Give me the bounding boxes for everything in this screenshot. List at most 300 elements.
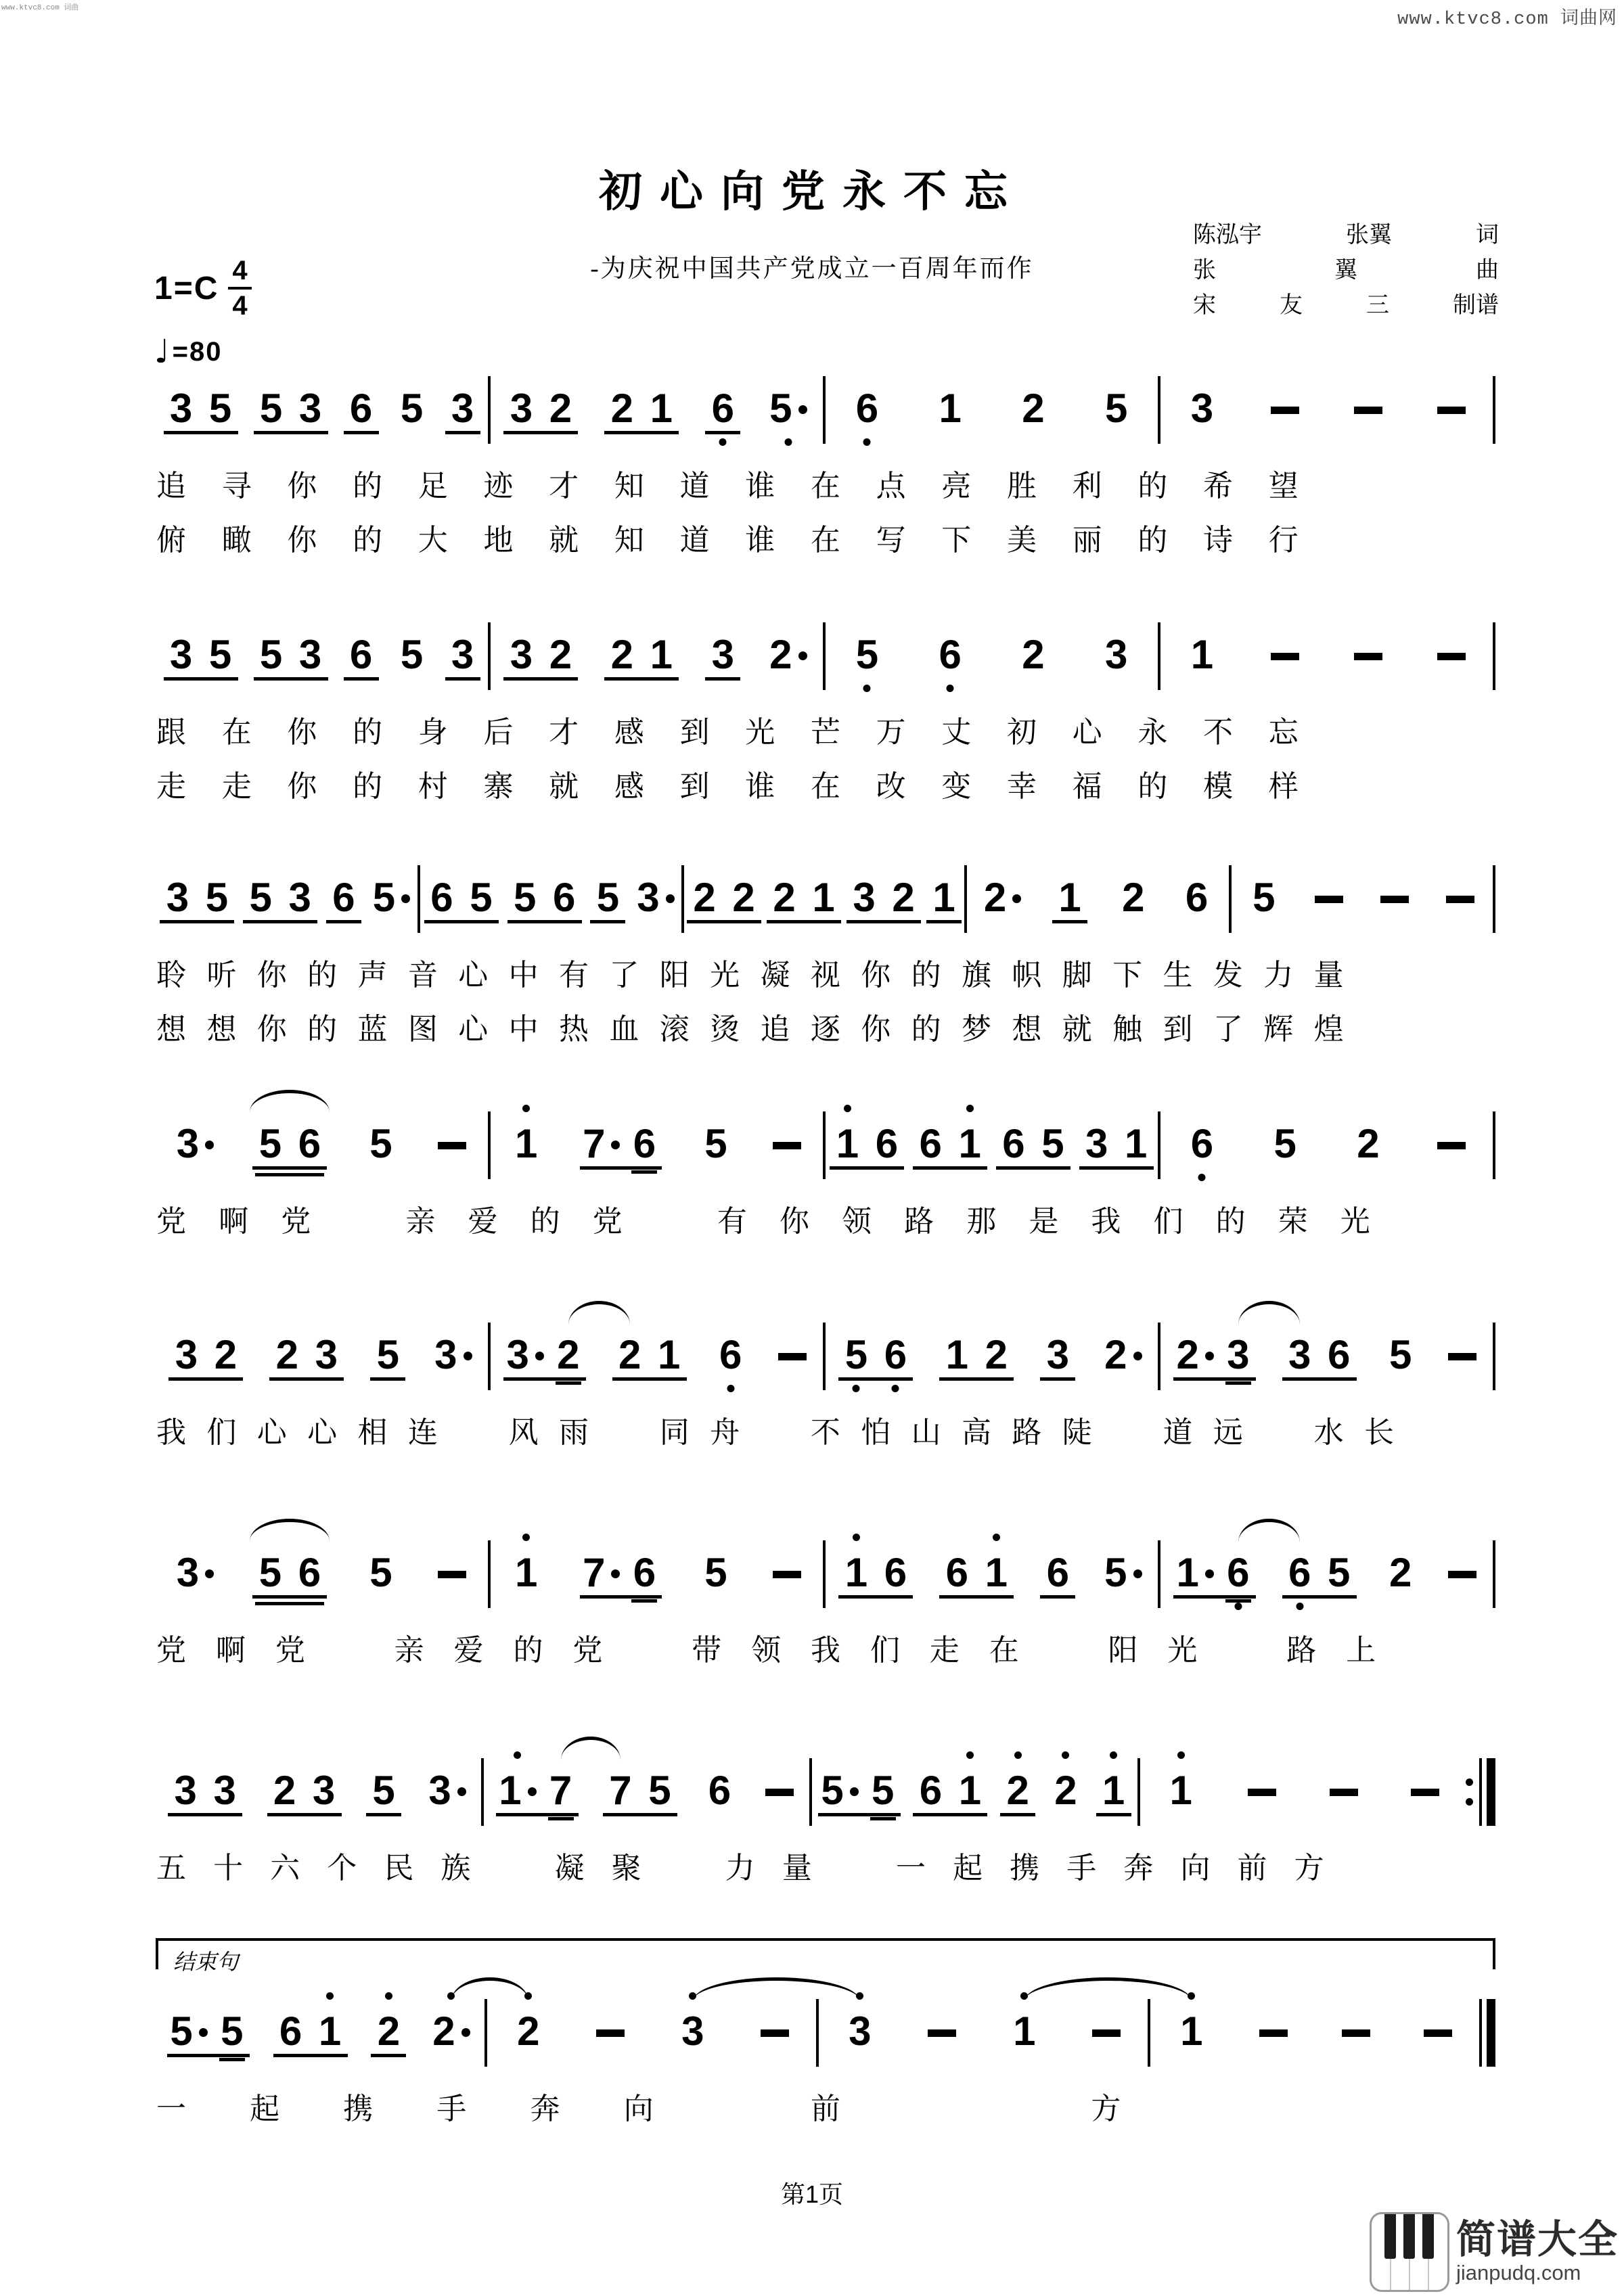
octave-dot-low-slot [942, 1594, 972, 1615]
note-number: 3 [213, 1768, 236, 1813]
syllable [1399, 768, 1430, 805]
note [955, 1101, 985, 1186]
syllable [1112, 1415, 1143, 1451]
dash-note [1447, 1530, 1477, 1615]
syllable: 了 [1213, 1013, 1243, 1046]
note-body [438, 1544, 466, 1594]
note-body [821, 1762, 858, 1812]
note [428, 1747, 466, 1833]
note-number: 6 [349, 386, 373, 431]
note-group [392, 612, 432, 697]
note [166, 365, 196, 451]
note-body [1054, 1762, 1077, 1812]
measure [491, 1530, 823, 1615]
syllable [1414, 1415, 1445, 1451]
octave-dot-low-slot [256, 430, 286, 451]
note [809, 854, 838, 940]
lyrics-row [156, 522, 1495, 559]
note-number: 3 [298, 632, 322, 677]
credit-row [1193, 253, 1499, 288]
syllable: 十 [213, 1852, 244, 1885]
note-body [279, 2003, 302, 2053]
dash-note [777, 1312, 807, 1397]
note [849, 854, 879, 940]
syllable [1226, 1632, 1257, 1669]
note-body [693, 869, 715, 919]
syllable: 民 [384, 1852, 414, 1885]
syllable: 荣 [1278, 1205, 1308, 1238]
syllable: 你 [287, 469, 317, 503]
note-body [1102, 1762, 1125, 1812]
note [716, 1312, 746, 1397]
octave-dot-low-slot [366, 1166, 396, 1186]
note-body [732, 869, 754, 919]
note-body [276, 1327, 298, 1377]
note-group [1374, 854, 1415, 940]
note-group [602, 612, 681, 697]
syllable: 是 [1029, 1205, 1059, 1238]
octave-dot-low-slot [678, 2053, 708, 2073]
syllable: 煌 [1313, 1013, 1344, 1046]
note [1270, 1101, 1300, 1186]
music-system [156, 854, 1495, 1048]
octave-dot-low-slot [1437, 430, 1466, 451]
syllable: 方 [1091, 2092, 1121, 2126]
note-body [959, 1762, 981, 1812]
syllable [1399, 522, 1430, 559]
note-body [681, 2003, 704, 2053]
note-number: 1 [844, 1550, 868, 1595]
note-body [1186, 869, 1208, 919]
octave-dot-low-slot [772, 1166, 802, 1186]
octave-dot-low-slot [981, 1377, 1011, 1397]
note-number: 7 [609, 1768, 632, 1813]
octave-dot-low-slot [868, 1812, 898, 1833]
octave-dot-low-slot [466, 919, 496, 940]
note-number: 6 [875, 1121, 899, 1166]
note-body [209, 626, 231, 676]
syllable: 奔 [530, 2092, 560, 2126]
dash-note [1410, 1747, 1440, 1833]
note-number: 2 [549, 386, 572, 431]
syllable: 想 [1012, 1013, 1042, 1046]
octave-dot-low-slot [506, 1377, 543, 1397]
syllable: 亲 [405, 1205, 436, 1238]
syllable: 携 [1010, 1852, 1040, 1885]
note-body [1330, 1762, 1358, 1812]
note-number: 6 [884, 1332, 907, 1377]
octave-dot-low-slot [1177, 2053, 1206, 2073]
octave-dot-low-slot [1099, 1812, 1129, 1833]
note [256, 365, 286, 451]
syllable: 的 [513, 1634, 543, 1667]
note-number: 2 [517, 2008, 540, 2054]
note-group [1244, 854, 1284, 940]
duration-dash [1448, 1571, 1476, 1578]
note-number: 3 [451, 632, 474, 677]
duration-dash [1437, 653, 1466, 660]
syllable [760, 1415, 791, 1451]
note-number: 1 [958, 1768, 982, 1813]
note-number: 3 [298, 386, 322, 431]
syllable [1351, 1850, 1382, 1887]
octave-dot-low-slot [1104, 1377, 1142, 1397]
syllable: 六 [270, 1852, 300, 1885]
octave-dot-low-slot [955, 1812, 985, 1833]
lyrics-row [156, 768, 1495, 805]
octave-dot-low-slot [1182, 919, 1212, 940]
note-number: 3 [853, 875, 876, 920]
octave-dot-low-slot [760, 2053, 790, 2073]
measure [684, 854, 964, 940]
note [329, 854, 359, 940]
octave-dot-low-slot [849, 919, 879, 940]
syllable [654, 1203, 685, 1240]
octave-dot-low-slot [162, 919, 192, 940]
measure [1160, 1530, 1493, 1615]
note-body [313, 1762, 335, 1812]
note [1038, 1101, 1068, 1186]
repeat-end-barline [1466, 1758, 1495, 1833]
note-group [1265, 365, 1305, 451]
note-group [993, 1101, 1073, 1186]
octave-dot-low-slot [1187, 1166, 1217, 1186]
octave-dot-low-slot [1380, 919, 1409, 940]
tie-arc [451, 1977, 528, 2001]
octave-dot-low-slot [285, 919, 315, 940]
note-body [350, 626, 372, 676]
syllable: 蓝 [357, 1013, 388, 1046]
measure [1160, 612, 1493, 697]
octave-dot-low-slot [276, 2053, 306, 2073]
syllable: 望 [1268, 469, 1299, 503]
syllable [1263, 1415, 1294, 1451]
song-title: 初心向党永不忘 [599, 167, 1025, 216]
dash-note [1447, 1312, 1477, 1397]
syllable: 的 [353, 469, 383, 503]
syllable: 量 [1313, 959, 1344, 992]
note-number: 2 [273, 1768, 296, 1813]
octave-dot-low-slot [708, 676, 738, 697]
syllable: 心 [256, 1416, 287, 1449]
octave-dot-low-slot [1437, 1166, 1466, 1186]
syllable [1407, 1850, 1439, 1887]
tie-arc [568, 1301, 630, 1325]
note-group [1093, 1747, 1134, 1833]
note-number: 2 [773, 875, 796, 920]
note-body [1092, 2003, 1121, 2053]
note [1249, 854, 1279, 940]
octave-dot-low-slot [832, 1166, 862, 1186]
syllable: 音 [407, 959, 438, 992]
note-group [827, 1101, 907, 1186]
note-group [1096, 612, 1137, 697]
octave-dot-low-slot [448, 430, 478, 451]
note [868, 1747, 898, 1833]
note [1104, 1312, 1142, 1397]
octave-dot-low-slot [366, 1594, 396, 1615]
syllable: 那 [966, 1205, 997, 1238]
syllable [1464, 2091, 1495, 2128]
syllable: 凝 [760, 959, 790, 992]
duration-dash [1446, 896, 1474, 903]
note [1119, 854, 1148, 940]
syllable: 光 [1167, 1634, 1198, 1667]
octave-dot-low-slot [955, 1166, 985, 1186]
syllable: 个 [327, 1852, 357, 1885]
note [206, 365, 235, 451]
note-body [1085, 1116, 1108, 1166]
syllable: 党 [156, 1634, 186, 1667]
note-number: 5 [648, 1768, 671, 1813]
note-body [1389, 1327, 1412, 1377]
syllable: 视 [810, 959, 840, 992]
note-number: 5 [258, 1550, 282, 1595]
note-body [315, 1327, 338, 1377]
measure [156, 1530, 488, 1615]
duration-dash [1411, 1789, 1439, 1796]
note-body [932, 869, 955, 919]
note-body [332, 869, 355, 919]
octave-dot-low-slot [629, 1166, 659, 1186]
note-body [583, 1116, 620, 1166]
note-body [430, 869, 453, 919]
note [1121, 1101, 1151, 1186]
octave-dot-high [522, 1105, 530, 1112]
note-body [761, 2003, 789, 2053]
music-system [156, 1747, 1495, 1887]
syllable: 下 [1112, 959, 1143, 992]
measure [491, 1312, 823, 1397]
octave-dot-low-slot [716, 1377, 746, 1397]
note-group [392, 365, 432, 451]
note-group [1380, 1530, 1421, 1615]
octave-dot-low-slot [546, 1812, 576, 1833]
note-body [260, 380, 282, 430]
note-number: 3 [510, 632, 533, 677]
note-number: 2 [1176, 1332, 1199, 1377]
note [701, 1530, 731, 1615]
syllable: 的 [1137, 524, 1168, 557]
note [246, 854, 275, 940]
note [1043, 1530, 1073, 1615]
note-number: 6 [298, 1121, 321, 1166]
note [841, 1312, 871, 1397]
octave-dot-low-slot [296, 676, 325, 697]
dash-note [1247, 1747, 1277, 1833]
note-number: 1 [985, 1550, 1008, 1595]
note-number: 1 [1058, 875, 1081, 920]
note [841, 1530, 871, 1615]
note-number: 6 [279, 2008, 302, 2054]
octave-dot-low-slot [272, 1377, 302, 1397]
octave-dot-low-slot [177, 1594, 214, 1615]
note-number: 1 [650, 632, 673, 677]
syllable: 就 [1062, 1013, 1092, 1046]
note-group [341, 612, 382, 697]
octave-dot-low-slot [1447, 1377, 1477, 1397]
notes-row [156, 1747, 1495, 1833]
note-number: 7 [583, 1550, 606, 1595]
octave-dot-low-slot [606, 1812, 635, 1833]
syllable: 我 [1091, 1205, 1121, 1238]
note-group [361, 1101, 401, 1186]
note-group [240, 854, 320, 940]
octave-dot-low-slot [373, 919, 410, 940]
note-body [1104, 1544, 1142, 1594]
note-body [319, 2003, 341, 2053]
note [1055, 854, 1085, 940]
syllable [1363, 957, 1395, 994]
syllable: 烫 [710, 1013, 740, 1046]
note-body [170, 380, 192, 430]
measure [156, 365, 488, 451]
syllable: 图 [407, 1013, 438, 1046]
octave-dot-low-slot [510, 919, 540, 940]
note-group [764, 365, 812, 451]
lyrics-row [156, 1850, 1495, 1887]
syllable: 五 [156, 1852, 186, 1885]
syllable: 到 [679, 770, 710, 803]
note [217, 1988, 247, 2073]
octave-dot-low-slot [1043, 1594, 1073, 1615]
measure [826, 612, 1158, 697]
meter-denominator: 4 [232, 291, 248, 321]
note [1324, 1312, 1354, 1397]
dedication-subtitle: -为庆祝中国共产党成立一百周年而作 [590, 255, 1034, 283]
note-group [1013, 365, 1054, 451]
repeat-dot [1466, 1778, 1473, 1786]
note [704, 1747, 734, 1833]
syllable: 谁 [745, 770, 775, 803]
duration-dash [928, 2029, 956, 2037]
note-body [958, 1116, 980, 1166]
note-number: 3 [312, 1768, 336, 1813]
note-body [206, 869, 228, 919]
note-number: 3 [1104, 632, 1128, 677]
syllable: 感 [614, 770, 644, 803]
note [583, 1101, 620, 1186]
note-number: 3 [428, 1768, 451, 1813]
syllable: 路 [904, 1205, 934, 1238]
octave-dot-high [1177, 1751, 1185, 1759]
note-group [699, 1747, 740, 1833]
note-body [209, 380, 231, 430]
note-number: 6 [633, 1121, 656, 1166]
note-number: 6 [552, 875, 576, 920]
syllable: 福 [1072, 770, 1102, 803]
augmentation-dot [205, 1569, 214, 1578]
note-body [618, 1327, 641, 1377]
note-number: 3 [288, 875, 311, 920]
note [646, 612, 676, 697]
syllable: 党 [281, 1205, 311, 1238]
bracket-right-tick [1493, 1938, 1495, 1969]
tie-arc [1238, 1301, 1300, 1325]
credit-text: 宋 [1193, 293, 1216, 318]
note-number: 3 [1046, 1332, 1069, 1377]
syllable: 聆 [156, 959, 186, 992]
note-number: 6 [349, 632, 373, 677]
syllable: 改 [876, 770, 906, 803]
credit-text: 陈泓宇 [1193, 223, 1262, 248]
note [448, 612, 478, 697]
credit-text: 友 [1280, 293, 1303, 318]
duration-dash [1248, 1789, 1276, 1796]
note [397, 612, 427, 697]
octave-dot-low-slot [217, 2053, 247, 2073]
syllable: 到 [679, 716, 710, 749]
note-body [611, 626, 633, 676]
note-body [1013, 2003, 1035, 2053]
note-number: 6 [708, 1768, 731, 1813]
note-body [919, 1116, 941, 1166]
note-body [773, 1116, 801, 1166]
note [171, 1747, 200, 1833]
measure [156, 1312, 488, 1397]
octave-dot-low-slot [428, 1812, 466, 1833]
note-group [997, 1747, 1038, 1833]
syllable: 永 [1137, 716, 1168, 749]
note-body [451, 626, 474, 676]
note-body [177, 1544, 214, 1594]
augmentation-dot [457, 1787, 466, 1796]
syllable: 在 [221, 716, 252, 749]
note-number: 1 [499, 1768, 522, 1813]
note-number: 6 [430, 875, 453, 920]
measure [156, 854, 418, 940]
note-number: 5 [1328, 1550, 1351, 1595]
note-number: 1 [932, 875, 955, 920]
notes-row [156, 854, 1495, 940]
note-body [872, 1762, 894, 1812]
note-group [602, 365, 681, 451]
note [607, 612, 637, 697]
syllable: 带 [692, 1634, 722, 1667]
syllable: 才 [549, 716, 579, 749]
octave-dot-low-slot [654, 1377, 684, 1397]
dash-note [1423, 1988, 1453, 2073]
octave-dot-low-slot [1051, 1812, 1081, 1833]
music-system [156, 365, 1495, 559]
octave-dot-high [844, 1105, 851, 1112]
syllable: 连 [407, 1416, 438, 1449]
dash-note [772, 1530, 802, 1615]
measure [491, 365, 823, 451]
note [654, 1312, 684, 1397]
barline-thin [1493, 1111, 1495, 1179]
octave-dot-low-slot [708, 430, 738, 451]
syllable: 向 [623, 2092, 654, 2126]
syllable: 跟 [156, 716, 186, 749]
octave-dot-low-slot [512, 1594, 541, 1615]
note-body [1227, 1544, 1249, 1594]
note-body [1227, 1327, 1249, 1377]
octave-dot-low-slot [1010, 2053, 1039, 2073]
syllable [608, 1415, 639, 1451]
note-body [1437, 1116, 1466, 1166]
octave-dot-low-slot [506, 430, 536, 451]
octave-dot-low-slot [1166, 1812, 1196, 1833]
note-number: 5 [1389, 1332, 1412, 1377]
syllable: 在 [810, 524, 840, 557]
tie-arc [561, 1737, 621, 1760]
octave-dot-high-slot [1177, 1747, 1185, 1762]
note [645, 1747, 675, 1833]
note-number: 5 [372, 875, 396, 920]
octave-dot-low-slot [427, 919, 457, 940]
note [1082, 1101, 1112, 1186]
